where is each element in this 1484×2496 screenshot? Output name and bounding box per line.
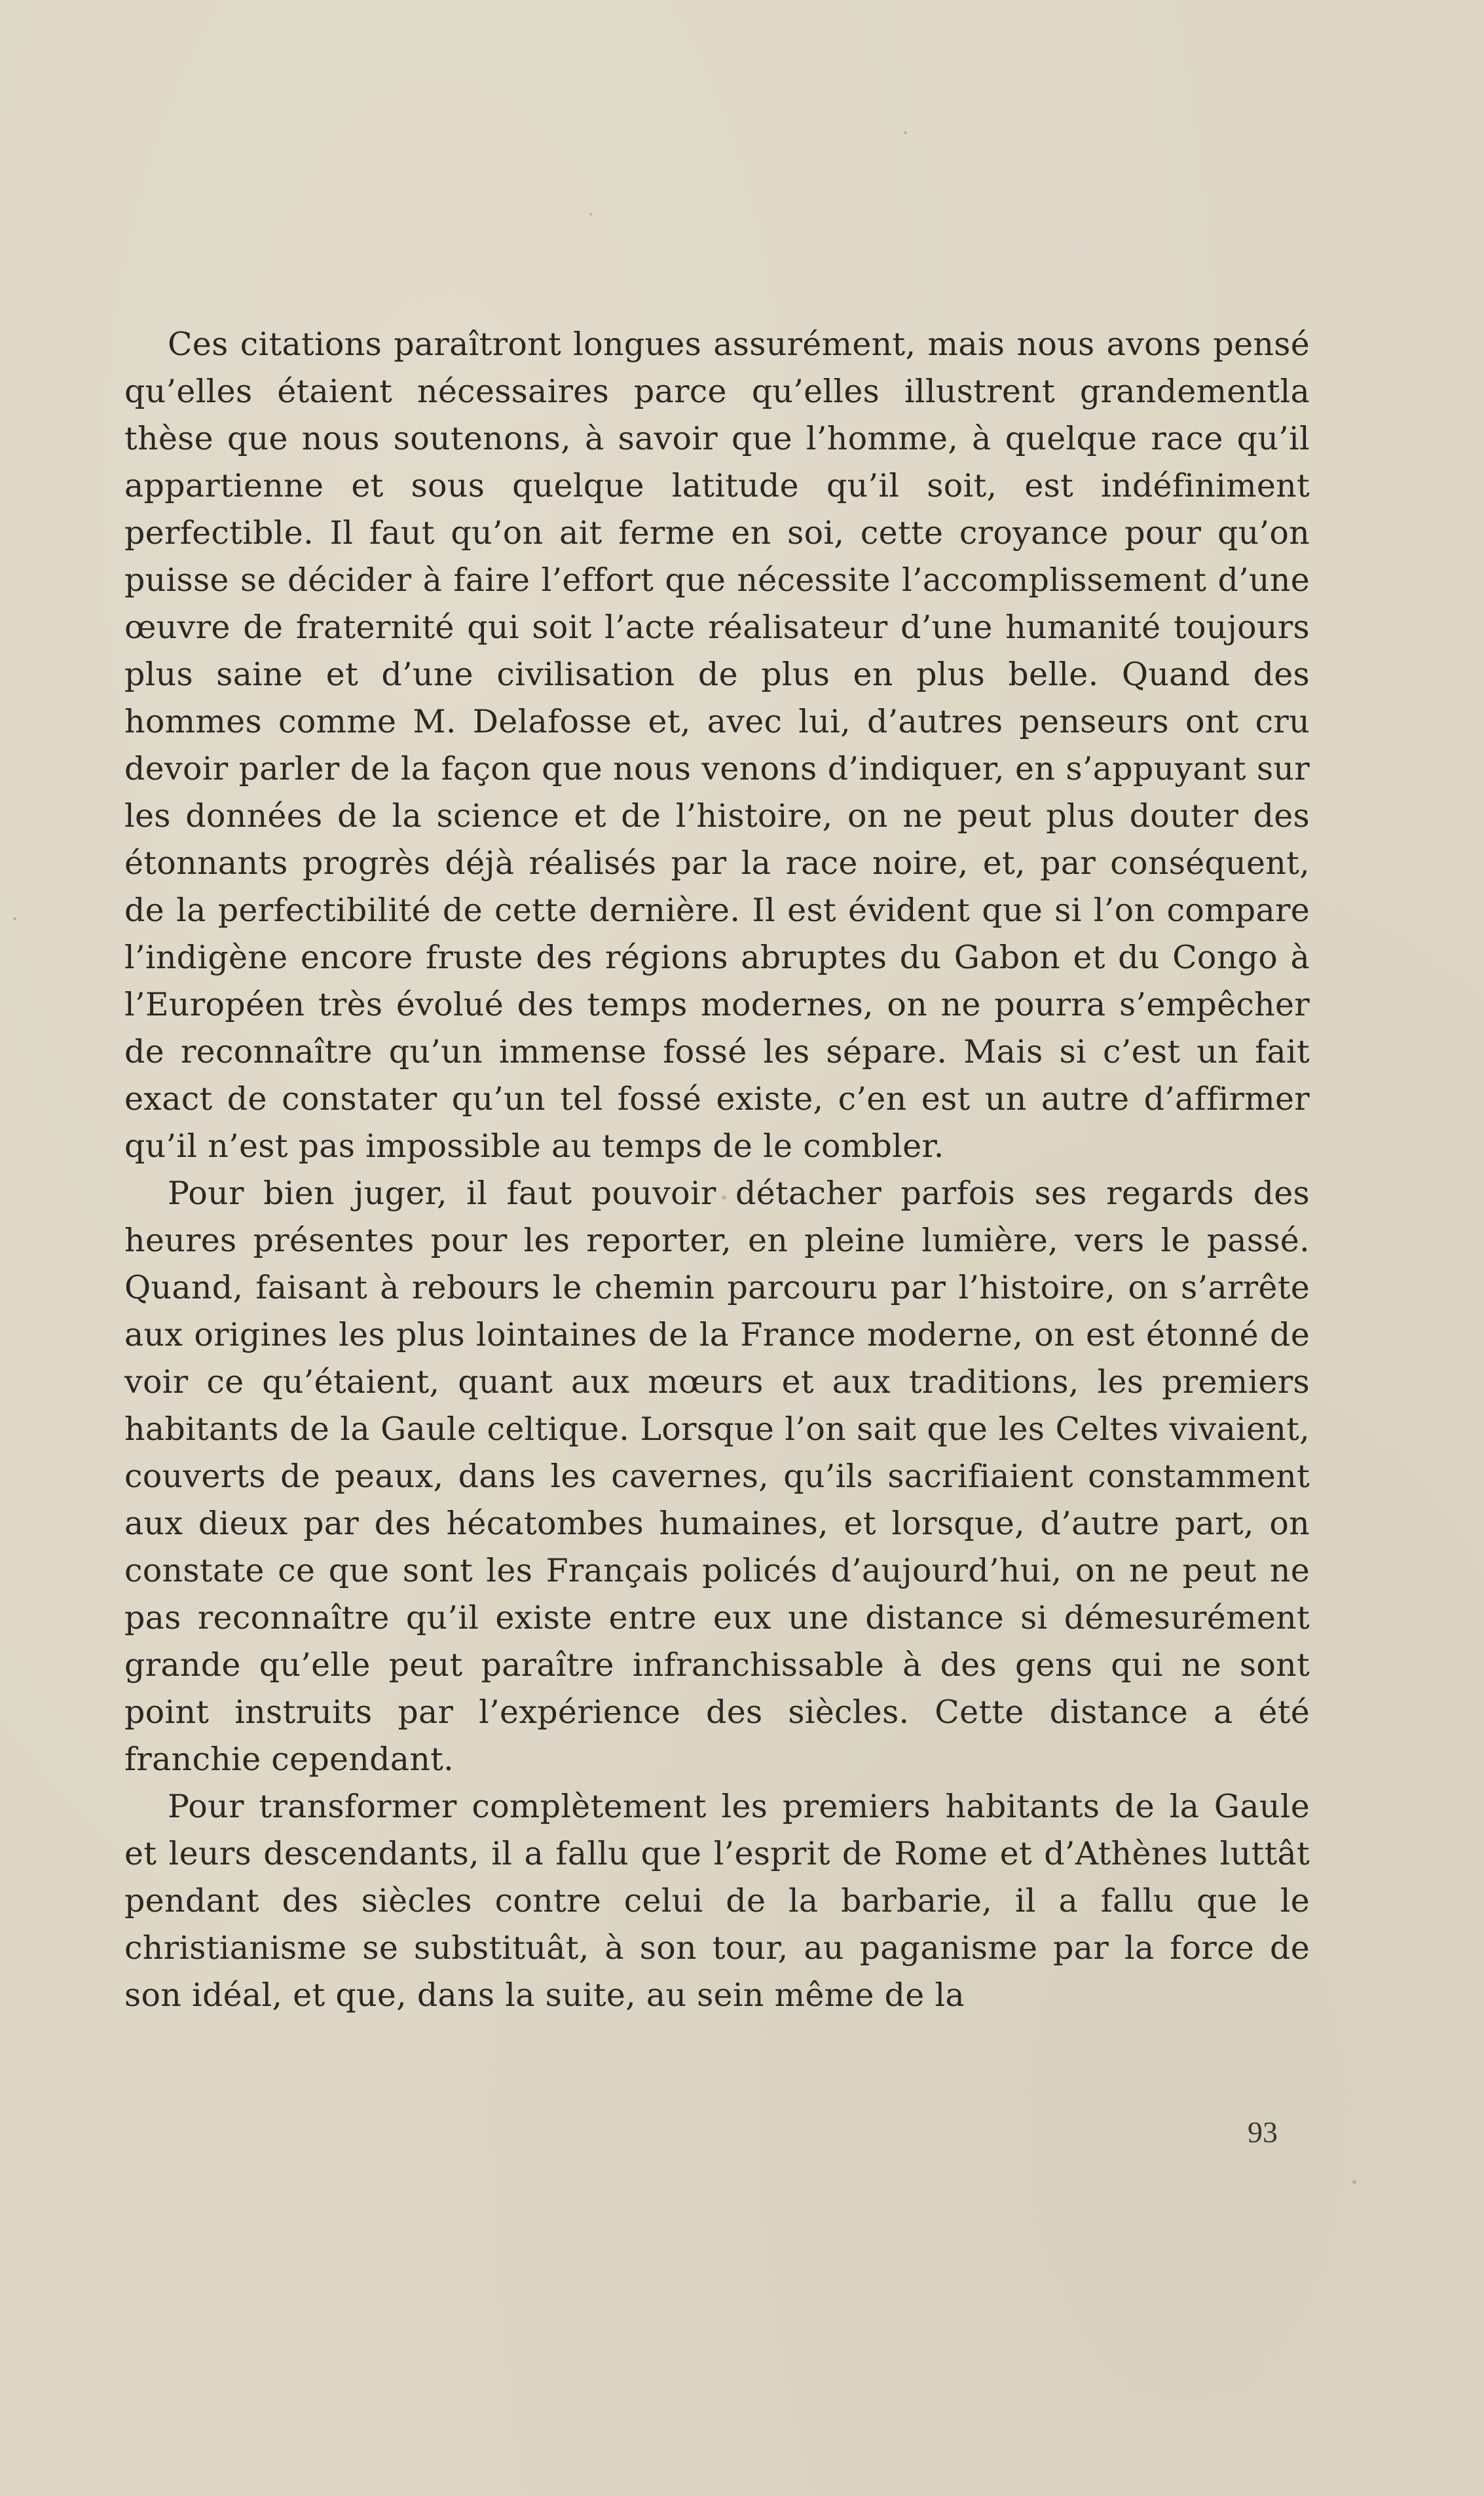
page-number: 93 <box>1248 2115 1278 2149</box>
paper-speck <box>13 917 16 920</box>
paper-speck <box>1352 2180 1356 2184</box>
paragraph-3: Pour transformer complètement les premiers habitants de la Gaule et leurs descendants, il a fallu que l’esprit de Rome et d’Athènes luttât pendant des siècles contre celui de la barbarie, il a fallu que le christianisme se substituât, à son tour, au paganisme par la force de son idéal, et que, dans la suite, au sein même de la <box>124 1788 1310 2014</box>
paragraph-2: Pour bien juger, il faut pouvoir détacher parfois ses regards des heures présentes pour les reporter, en pleine lumière, vers le passé. Quand, faisant à rebours le chemin parcouru par l’histoire, on s’arrête aux origines les plus lointaines de la France moderne, on est étonné de voir ce qu’étaient, quant aux mœurs et aux traditions, les premiers habitants de la Gaule celtique. Lorsque l’on sait que les Celtes vivaient, couverts de peaux, dans les cavernes, qu’ils sacrifiaient constamment aux dieux par des hécatombes humaines, et lorsque, d’autre part, on constate ce que sont les Français policés d’aujourd’hui, on ne peut ne pas reconnaître qu’il existe entre eux une distance si démesurément grande qu’elle peut paraître infranchissable à des gens qui ne sont point instruits par l’expérience des siècles. Cette distance a été franchie cependant. <box>124 1175 1310 1778</box>
body-text <box>124 321 1310 2019</box>
paragraph-1: Ces citations paraîtront longues assurément, mais nous avons pensé qu’elles étaient nécessaires parce qu’elles illustrent grandementla thèse que nous soutenons, à savoir que l’homme, à quelque race qu’il appartienne et sous quelque latitude qu’il soit, est indéfiniment perfectible. Il faut qu’on ait ferme en soi, cette croyance pour qu’on puisse se décider à faire l’effort que nécessite l’accomplissement d’une œuvre de fraternité qui soit l’acte réalisateur d’une humanité toujours plus saine et d’une civilisation de plus en plus belle. Quand des hommes comme M. Delafosse et, avec lui, d’autres penseurs ont cru devoir parler de la façon que nous venons d’indiquer, en s’appuyant sur les données de la science et de l’histoire, on ne peut plus douter des étonnants progrès déjà réalisés par la race noire, et, par conséquent, de la perfectibilité de cette dernière. Il est évident que si l’on compare l’indigène encore fruste des régions abruptes du Gabon et du Congo à l’Européen très évolué des temps modernes, on ne pourra s’empêcher de reconnaître qu’un immense fossé les sépare. Mais si c’est un fait exact de constater qu’un tel fossé existe, c’en est un autre d’affirmer qu’il n’est pas impossible au temps de le combler. <box>124 326 1310 1165</box>
paper-speck <box>589 213 592 216</box>
paper-speck <box>722 1196 726 1200</box>
paper-speck <box>904 131 907 134</box>
